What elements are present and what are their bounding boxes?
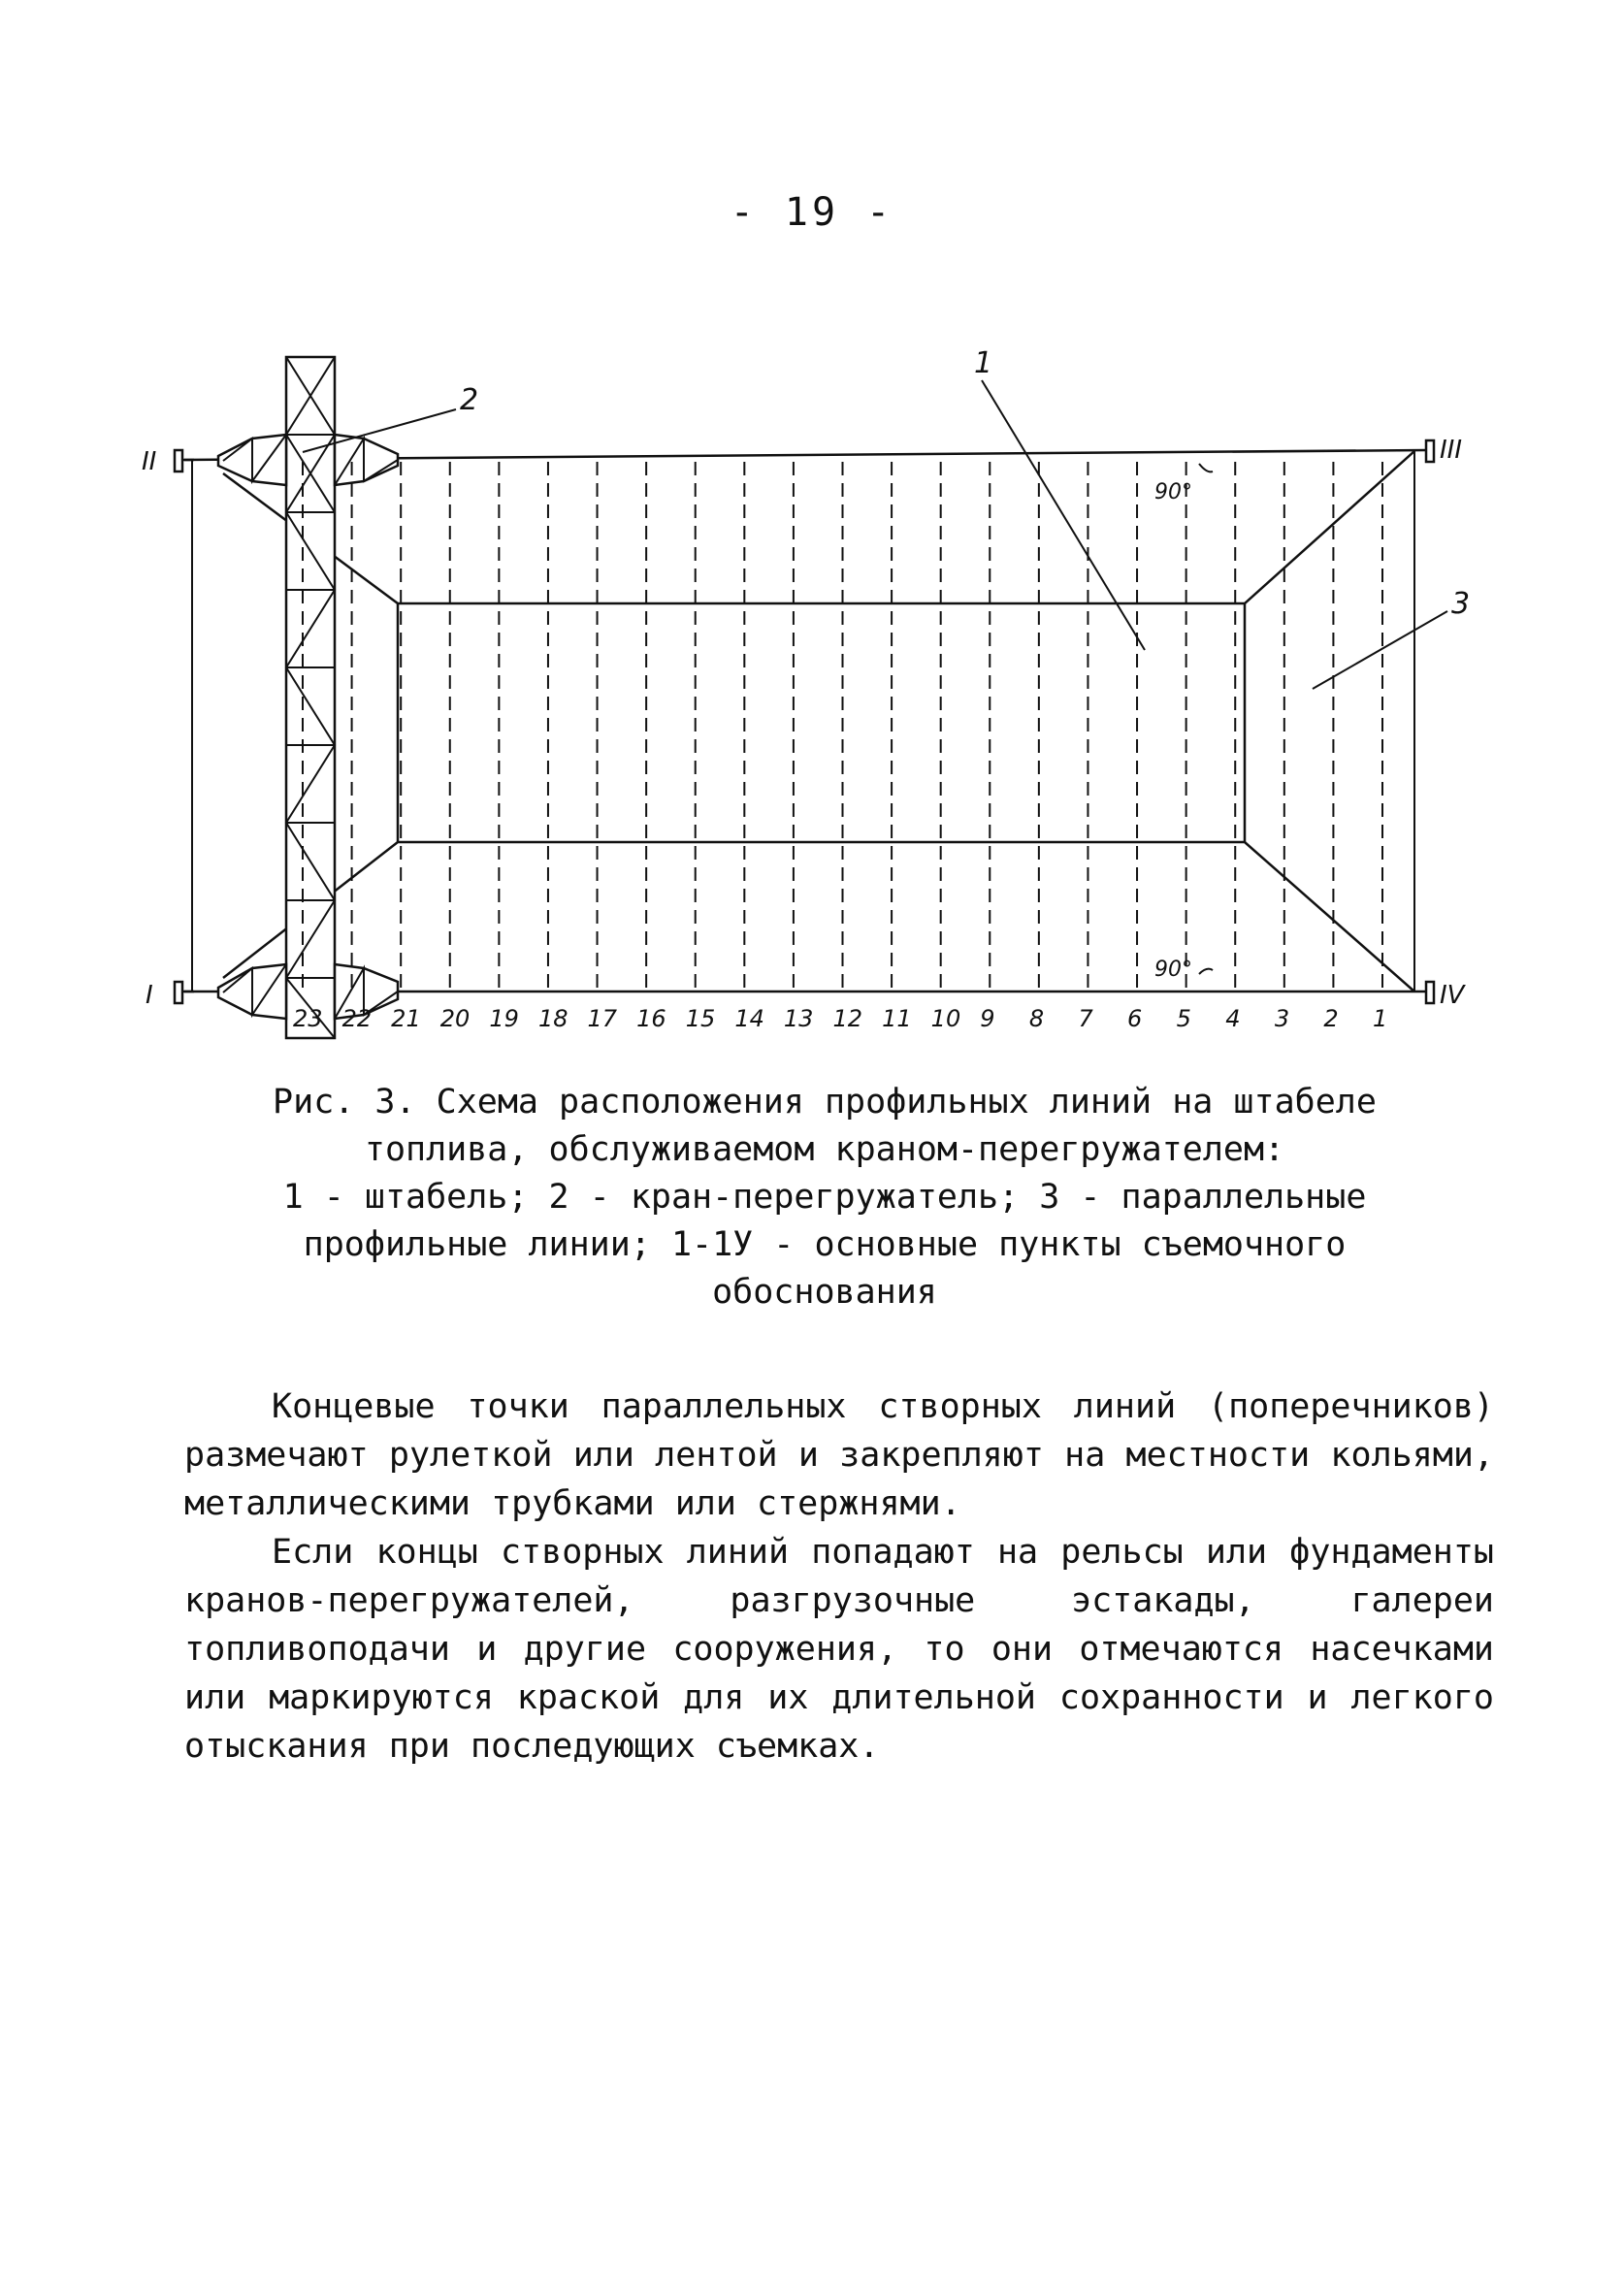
- page-number: - 19 -: [730, 190, 894, 235]
- label-angle-top: 90°: [1154, 480, 1192, 504]
- profile-line-number: 11: [882, 1005, 912, 1032]
- profile-line-number: 23: [293, 1005, 323, 1032]
- crane-tower: [286, 357, 335, 1038]
- label-angle-bottom: 90°: [1154, 958, 1192, 982]
- profile-line-number: 3: [1274, 1005, 1290, 1032]
- body-text: [184, 1382, 1494, 1771]
- profile-line-number: 19: [489, 1005, 519, 1032]
- paragraph-2: Если концы створных линий попадают на рельсы или фундаменты кранов-перегружателей, разгрузочные эстакады, галереи топливоподачи и другие сооружения, то они отмечаются насечками или маркируются краской для их длительной сохранности и легкого отыскания при последующих съемках.: [184, 1533, 1494, 1766]
- profile-line-number: 20: [439, 1005, 471, 1032]
- profile-line-number: 15: [685, 1005, 716, 1032]
- profile-line-number: 2: [1323, 1005, 1339, 1032]
- profile-line-number: 5: [1176, 1005, 1191, 1032]
- caption-line-4: профильные линии; 1-1У - основные пункты съемочного: [303, 1225, 1347, 1264]
- profile-line-number: 13: [783, 1005, 814, 1032]
- label-crane: 2: [460, 383, 479, 417]
- label-point-IV: IV: [1440, 981, 1465, 1010]
- angle-mark-top: [1199, 464, 1213, 471]
- profile-line-number: 6: [1127, 1005, 1143, 1032]
- caption-line-2: топлива, обслуживаемом краном-перегружателем:: [364, 1130, 1285, 1169]
- angle-mark-bottom: [1199, 969, 1213, 974]
- profile-line-number: 18: [537, 1005, 568, 1032]
- profile-line-number: 16: [636, 1005, 666, 1032]
- leader-stack: [982, 380, 1145, 650]
- scheme-drawing: [136, 340, 1494, 1057]
- figure-caption: [175, 1079, 1475, 1317]
- profile-line-number: 7: [1078, 1005, 1093, 1032]
- profile-line-numbers: [293, 1005, 1387, 1032]
- profile-line-number: 21: [391, 1005, 421, 1032]
- marker-I: [175, 982, 182, 1003]
- profile-line-number: 4: [1225, 1005, 1241, 1032]
- caption-line-3: 1 - штабель; 2 - кран-перегружатель; 3 - параллельные: [282, 1178, 1367, 1217]
- paragraph-1: Концевые точки параллельных створных линий (поперечников) размечают рулеткой или лентой и закрепляют на местности кольями, металлическими трубками или стержнями.: [184, 1387, 1494, 1523]
- profile-lines: [303, 462, 1382, 990]
- profile-line-number: 8: [1028, 1005, 1045, 1032]
- profile-line-number: 12: [832, 1005, 863, 1032]
- caption-line-5: обоснования: [712, 1273, 937, 1312]
- profile-line-number: 17: [587, 1005, 618, 1032]
- profile-line-number: 22: [341, 1005, 373, 1032]
- profile-line-number: 9: [980, 1005, 995, 1032]
- marker-II: [175, 450, 182, 471]
- profile-line-number: 1: [1373, 1005, 1388, 1032]
- profile-line-number: 10: [930, 1005, 961, 1032]
- marker-III: [1426, 440, 1434, 462]
- figure-profile-lines-scheme: [136, 340, 1494, 1057]
- label-point-III: III: [1440, 436, 1463, 465]
- marker-IV: [1426, 982, 1434, 1003]
- caption-line-1: Рис. 3. Схема расположения профильных линий на штабеле: [273, 1083, 1377, 1122]
- profile-line-number: 14: [734, 1005, 764, 1032]
- label-profile-lines: 3: [1451, 587, 1471, 621]
- label-stack: 1: [974, 346, 993, 380]
- label-point-II: II: [142, 447, 157, 476]
- label-point-I: I: [146, 981, 153, 1010]
